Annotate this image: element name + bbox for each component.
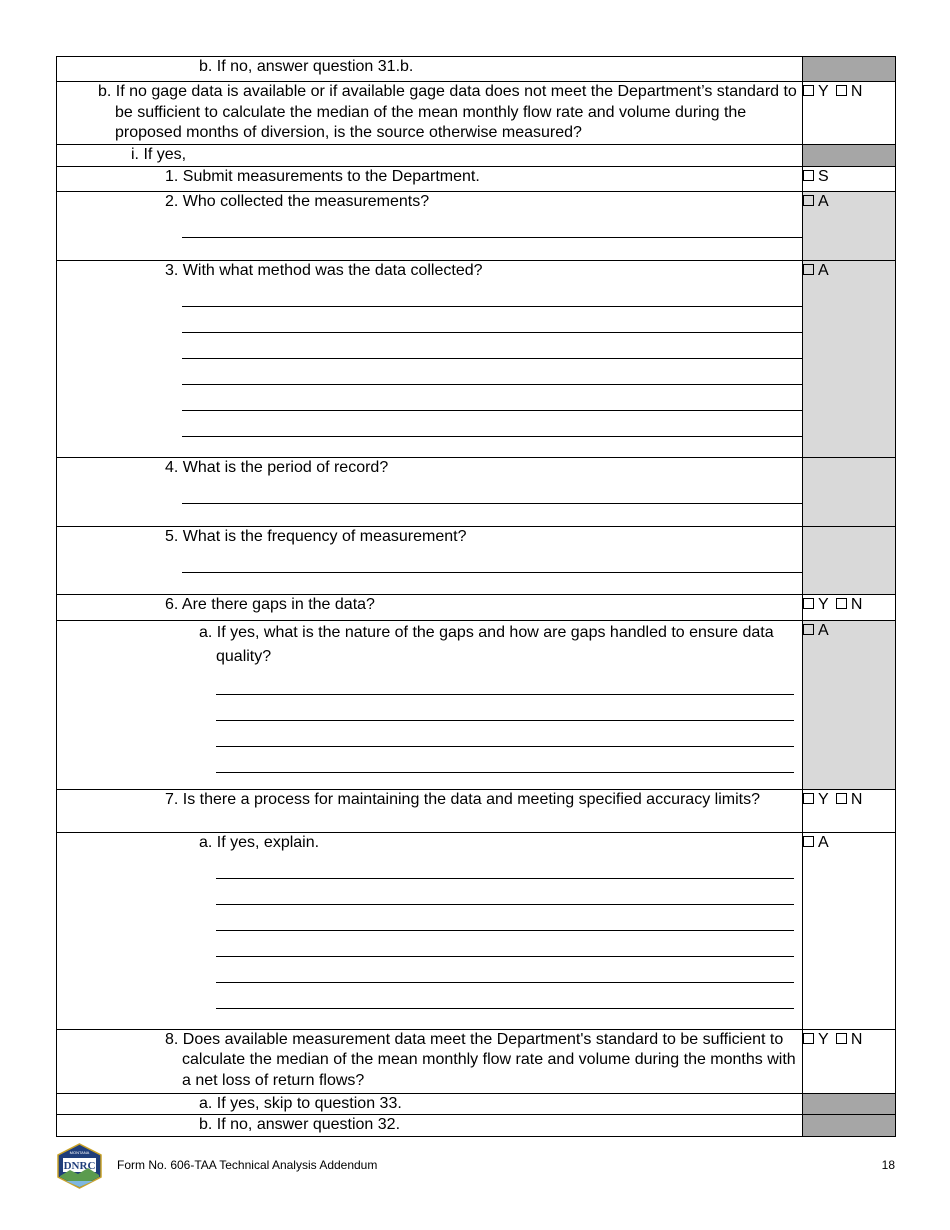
logo-text: DNRC xyxy=(63,1160,96,1172)
shaded-cell xyxy=(803,526,896,594)
question-cell xyxy=(57,832,803,1029)
option-label: A xyxy=(818,833,829,851)
table-row xyxy=(57,594,896,620)
option-label: A xyxy=(818,192,829,210)
checkbox-yes[interactable] xyxy=(803,598,814,609)
page-footer xyxy=(56,1143,895,1189)
table-row xyxy=(57,526,896,594)
question-text: a. If yes, skip to question 33. xyxy=(57,1093,803,1115)
answer-lines[interactable] xyxy=(182,281,802,437)
table-row xyxy=(57,1093,896,1115)
question-text: a. If yes, what is the nature of the gaps and how are gaps handled to ensure data quality? xyxy=(199,623,774,665)
shaded-cell xyxy=(803,144,896,166)
option-label: A xyxy=(818,621,829,639)
page-number: 18 xyxy=(881,1158,895,1172)
table-row xyxy=(57,191,896,260)
dnrc-logo xyxy=(56,1143,103,1189)
question-cell xyxy=(57,526,803,594)
option-label: A xyxy=(818,261,829,279)
form-label: Form No. 606-TAA Technical Analysis Addendum xyxy=(117,1158,378,1172)
table-row xyxy=(57,57,896,82)
question-cell xyxy=(57,457,803,526)
checkbox-a[interactable] xyxy=(803,264,814,275)
shaded-cell xyxy=(803,57,896,82)
table-row xyxy=(57,260,896,457)
checkbox-no[interactable] xyxy=(836,1033,847,1044)
question-text: 4. What is the period of record? xyxy=(165,458,389,476)
table-row xyxy=(57,620,896,789)
question-text: 5. What is the frequency of measurement? xyxy=(165,527,467,545)
checkbox-no[interactable] xyxy=(836,598,847,609)
yes-no-cell xyxy=(803,594,896,620)
option-label: N xyxy=(850,790,863,808)
yes-no-cell xyxy=(803,789,896,832)
checkbox-cell xyxy=(803,620,896,789)
option-label: N xyxy=(850,83,863,100)
question-text: b. If no, answer question 31.b. xyxy=(57,57,803,82)
table-row xyxy=(57,166,896,191)
checkbox-no[interactable] xyxy=(836,85,847,96)
answer-lines[interactable] xyxy=(216,853,794,1009)
checkbox-yes[interactable] xyxy=(803,793,814,804)
option-label: Y xyxy=(818,83,829,100)
table-row xyxy=(57,832,896,1029)
checkbox-cell xyxy=(803,260,896,457)
answer-lines[interactable] xyxy=(182,547,802,573)
option-label: N xyxy=(850,595,863,613)
checkbox-cell xyxy=(803,166,896,191)
table-row xyxy=(57,144,896,166)
answer-lines[interactable] xyxy=(216,669,794,773)
option-label: N xyxy=(850,1030,863,1048)
question-text: a. If yes, explain. xyxy=(199,833,320,851)
yes-no-cell xyxy=(803,1029,896,1093)
question-text: 7. Is there a process for maintaining the data and meeting specified accuracy limits? xyxy=(57,789,803,832)
checkbox-a[interactable] xyxy=(803,195,814,206)
table-row xyxy=(57,1115,896,1137)
option-label: Y xyxy=(818,595,829,613)
answer-lines[interactable] xyxy=(182,478,802,504)
checkbox-cell xyxy=(803,832,896,1029)
table-row xyxy=(57,789,896,832)
question-text: b. If no gage data is available or if available gage data does not meet the Department’s standard to be sufficient to calculate the median of the mean monthly flow rate and volume during the proposed months of diversion, is the source otherwise measured? xyxy=(57,82,803,145)
option-label: Y xyxy=(818,1030,829,1048)
checkbox-a[interactable] xyxy=(803,836,814,847)
question-text: 1. Submit measurements to the Department. xyxy=(57,166,803,191)
table-row xyxy=(57,82,896,145)
option-label: S xyxy=(818,167,829,185)
shaded-cell xyxy=(803,457,896,526)
checkbox-a[interactable] xyxy=(803,624,814,635)
question-text: 8. Does available measurement data meet the Department's standard to be sufficient to calculate the median of the mean monthly flow rate and volume during the months with a net loss of return flows? xyxy=(57,1029,803,1093)
option-label: Y xyxy=(818,790,829,808)
question-text: 2. Who collected the measurements? xyxy=(165,192,430,210)
answer-lines[interactable] xyxy=(182,212,802,238)
question-text: i. If yes, xyxy=(57,144,803,166)
logo-top-text: MONTANA xyxy=(69,1150,90,1155)
checkbox-yes[interactable] xyxy=(803,85,814,96)
table-row xyxy=(57,457,896,526)
question-text: 6. Are there gaps in the data? xyxy=(57,594,803,620)
checkbox-yes[interactable] xyxy=(803,1033,814,1044)
checkbox-no[interactable] xyxy=(836,793,847,804)
shaded-cell xyxy=(803,1093,896,1115)
checkbox-cell xyxy=(803,191,896,260)
table-row xyxy=(57,1029,896,1093)
checkbox-s[interactable] xyxy=(803,170,814,181)
question-text: b. If no, answer question 32. xyxy=(57,1115,803,1137)
question-text: 3. With what method was the data collected? xyxy=(165,261,483,279)
form-table xyxy=(56,56,896,1137)
yes-no-cell xyxy=(803,82,896,145)
question-cell xyxy=(57,191,803,260)
question-cell xyxy=(57,260,803,457)
shaded-cell xyxy=(803,1115,896,1137)
question-cell xyxy=(57,620,803,789)
